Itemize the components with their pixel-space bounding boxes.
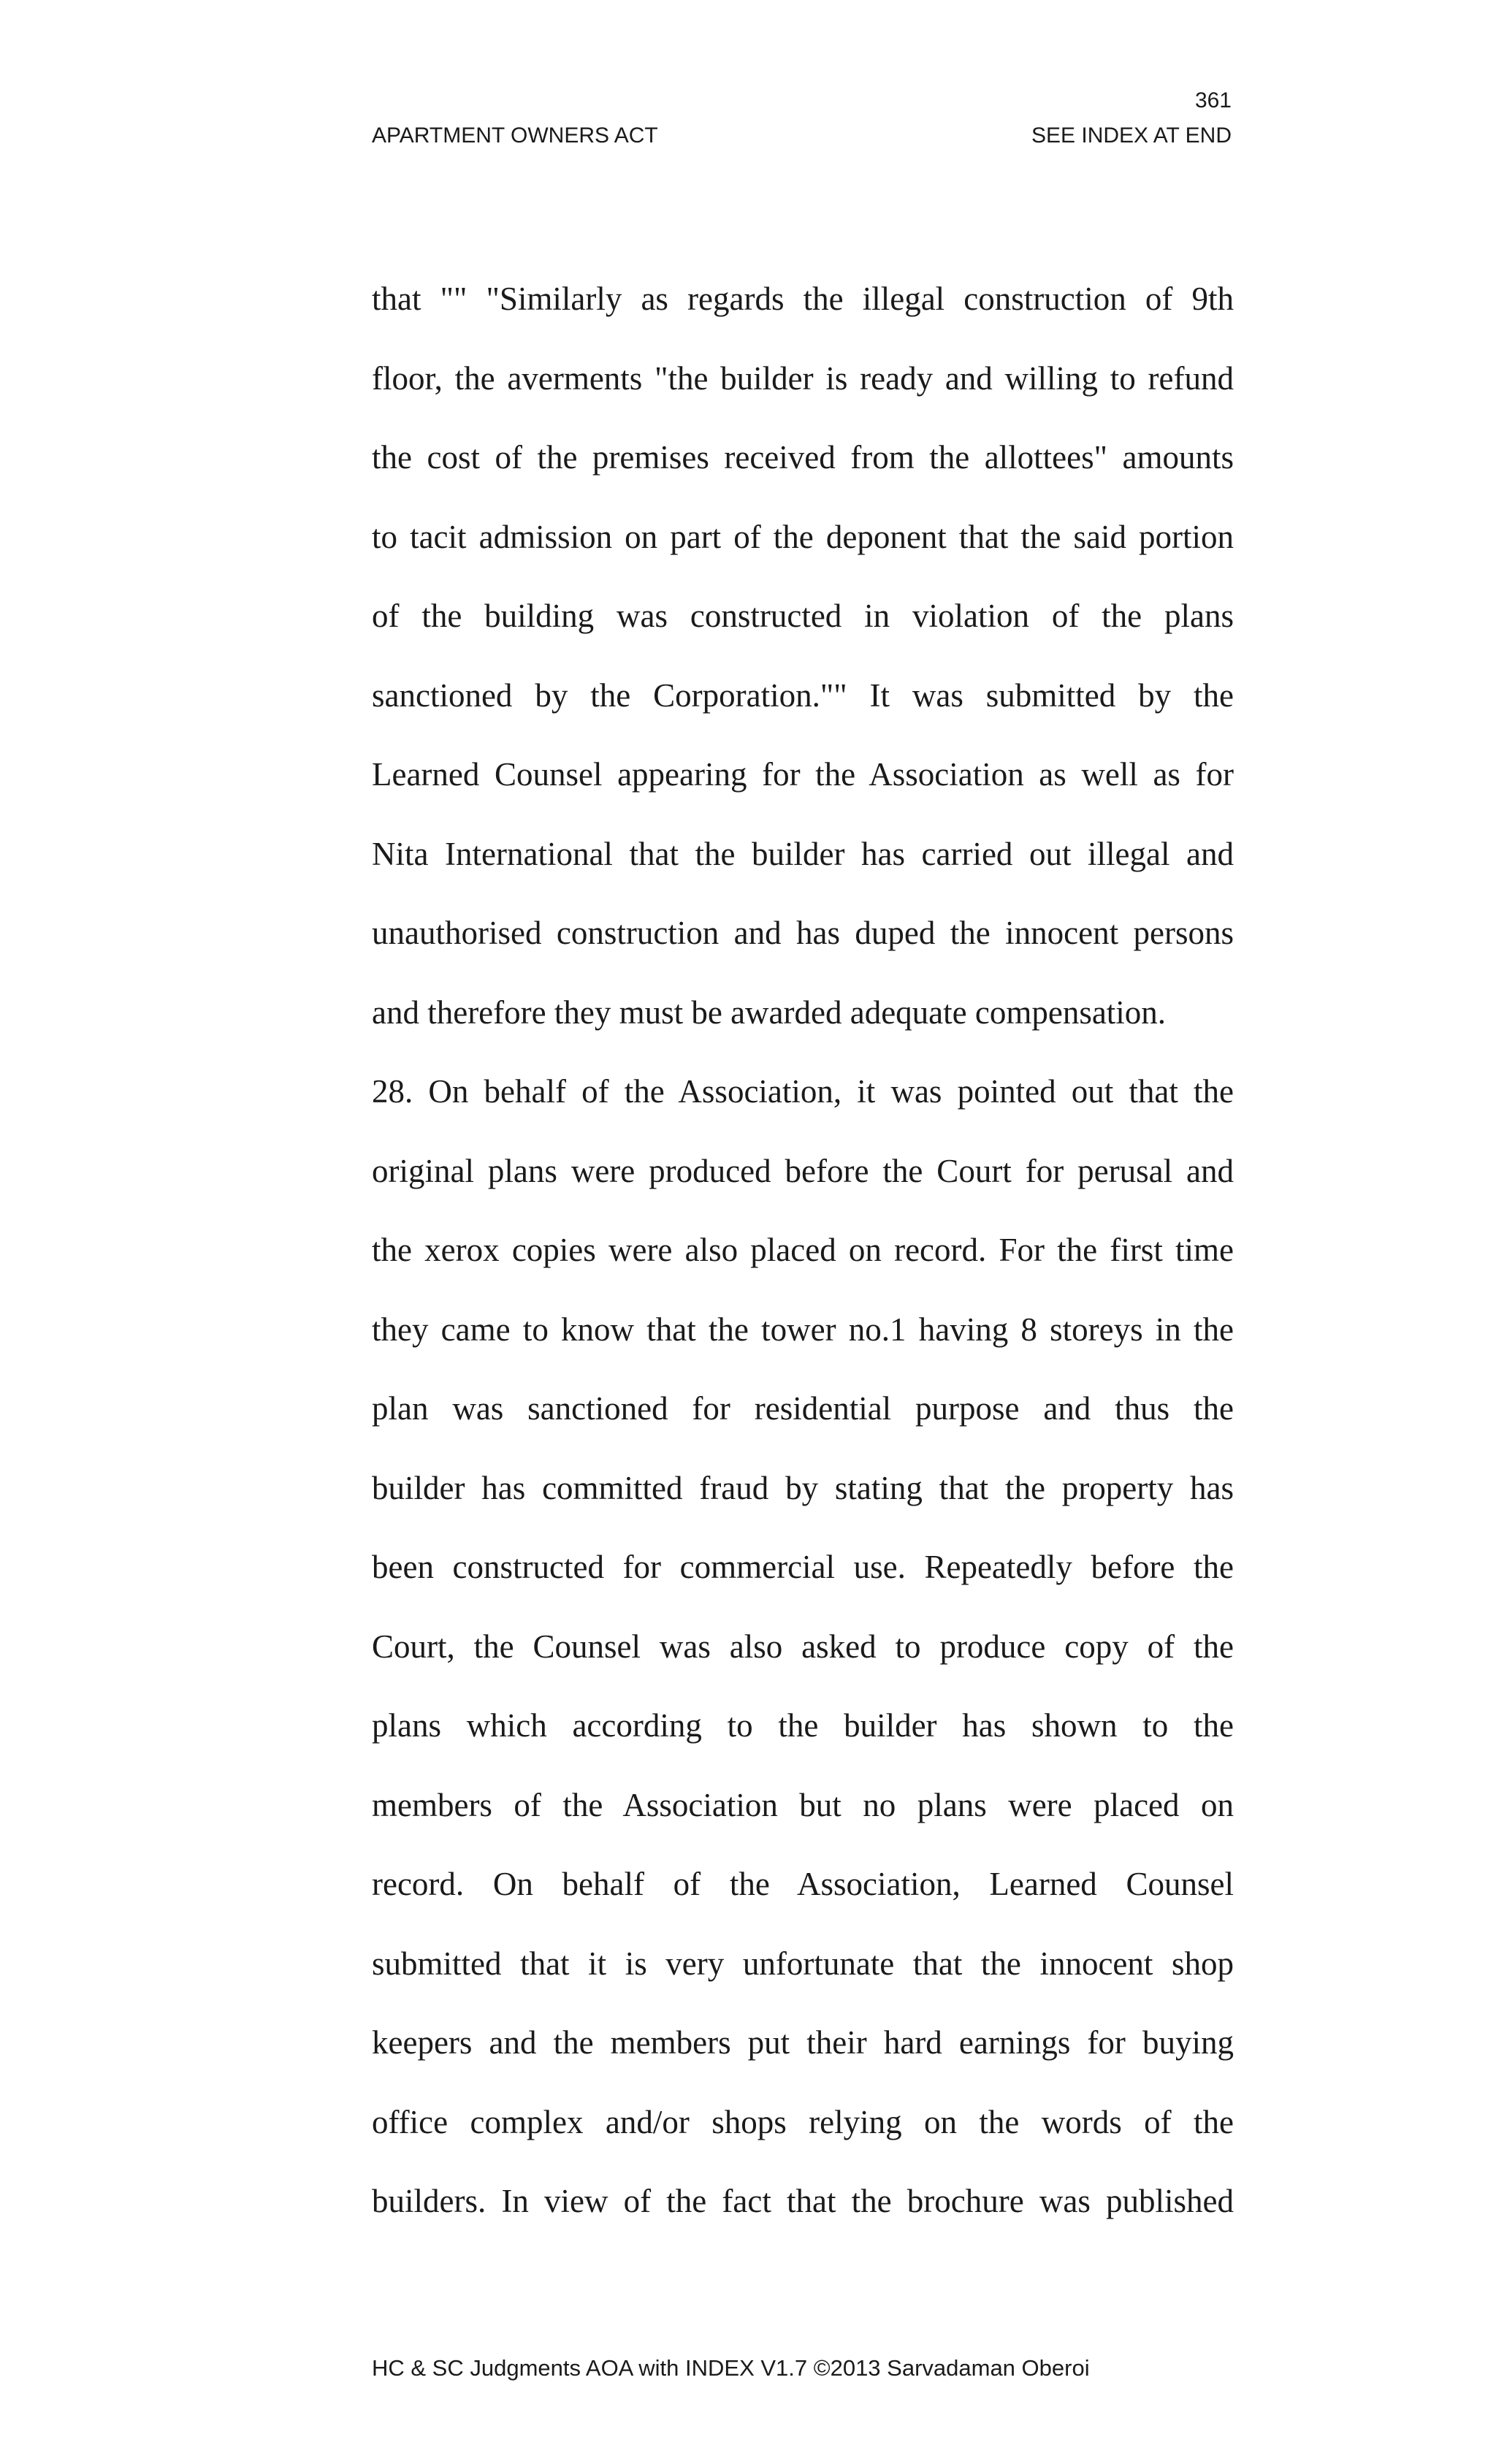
- body-line: submitted that it is very unfortunate that the innocent shop: [372, 1945, 1234, 1982]
- running-head-index-note: SEE INDEX AT END: [1031, 123, 1232, 148]
- body-line: they came to know that the tower no.1 having 8 storeys in the: [372, 1311, 1234, 1348]
- paragraph-28-start: 28. On behalf of the Association, it was pointed out that the: [372, 1073, 1234, 1110]
- judgment-body-text: [372, 259, 1234, 2241]
- body-line: unauthorised construction and has duped the innocent persons: [372, 915, 1234, 951]
- body-line: keepers and the members put their hard earnings for buying: [372, 2024, 1234, 2061]
- footer-copyright: HC & SC Judgments AOA with INDEX V1.7 ©2013 Sarvadaman Oberoi: [372, 2355, 1090, 2381]
- body-line: sanctioned by the Corporation."" It was submitted by the: [372, 676, 1234, 714]
- body-line: office complex and/or shops relying on the words of the: [372, 2103, 1234, 2140]
- body-line: of the building was constructed in violation of the plans: [372, 598, 1234, 634]
- body-line: builder has committed fraud by stating that the property has: [372, 1469, 1234, 1506]
- body-line: and therefore they must be awarded adequate compensation.: [372, 993, 1167, 1031]
- body-line: that "" "Similarly as regards the illegal construction of 9th: [372, 281, 1234, 317]
- running-head-title: APARTMENT OWNERS ACT: [372, 123, 658, 148]
- body-line: the xerox copies were also placed on record. For the first time: [372, 1232, 1234, 1268]
- body-line: floor, the averments "the builder is ready and willing to refund: [372, 359, 1234, 397]
- body-line: members of the Association but no plans were placed on: [372, 1786, 1234, 1823]
- body-line: the cost of the premises received from the allottees" amounts: [372, 439, 1234, 476]
- body-line: been constructed for commercial use. Repeatedly before the: [372, 1549, 1234, 1585]
- body-line: record. On behalf of the Association, Learned Counsel: [372, 1866, 1234, 1902]
- body-line: to tacit admission on part of the deponent that the said portion: [372, 518, 1234, 555]
- body-line: Learned Counsel appearing for the Association as well as for: [372, 756, 1234, 793]
- page-number: 361: [1194, 88, 1232, 112]
- body-line: plan was sanctioned for residential purpose and thus the: [372, 1390, 1234, 1427]
- body-line: plans which according to the builder has shown to the: [372, 1707, 1234, 1744]
- body-line: original plans were produced before the Court for perusal and: [372, 1152, 1234, 1189]
- body-line: Nita International that the builder has carried out illegal and: [372, 835, 1234, 872]
- body-line: builders. In view of the fact that the brochure was published: [372, 2183, 1234, 2219]
- body-line: Court, the Counsel was also asked to produce copy of the: [372, 1628, 1234, 1665]
